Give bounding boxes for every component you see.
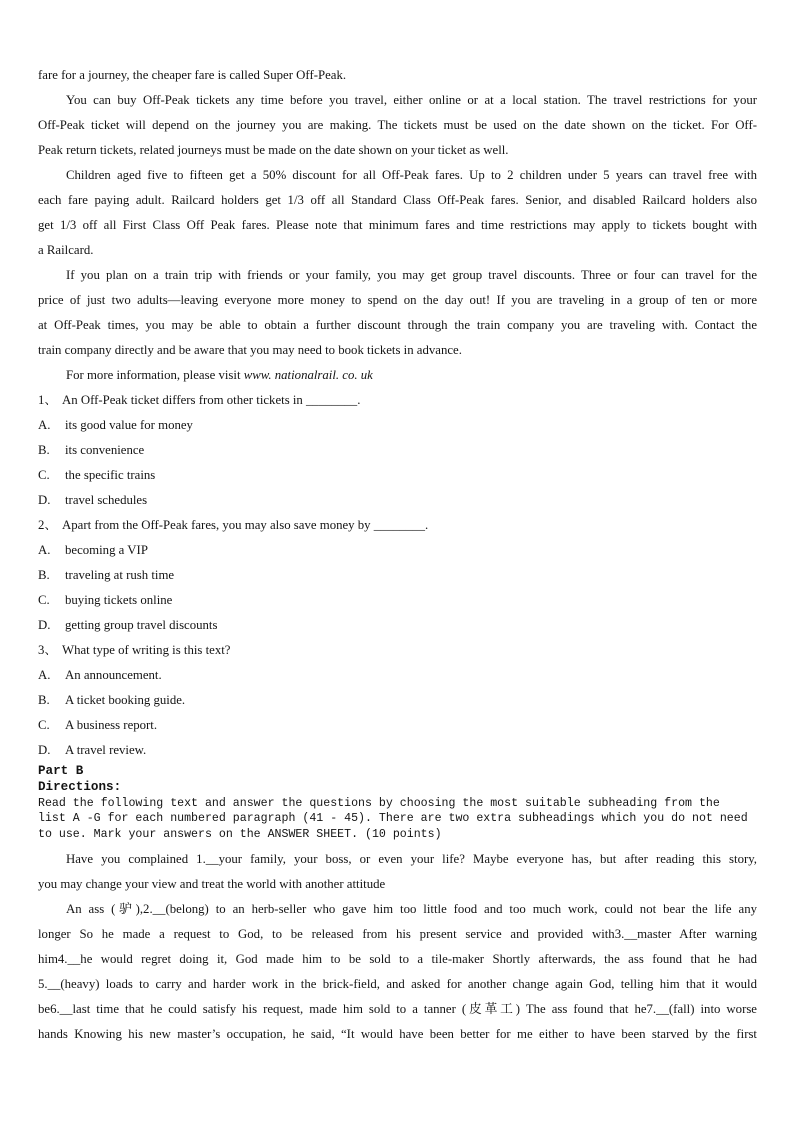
question-number: 3、: [38, 643, 58, 657]
text-line: price of just two adults—leaving everyone more money to spend on the day out! If you are traveling in a group of ten or more: [38, 293, 757, 307]
option-label: C.: [38, 718, 50, 732]
option-label: A.: [38, 543, 51, 557]
text-line: If you plan on a train trip with friends or your family, you may get group travel discounts. Three or four can travel for the: [66, 268, 757, 282]
directions-line: to use. Mark your answers on the ANSWER SHEET. (10 points): [38, 828, 442, 842]
option-text: its good value for money: [65, 418, 193, 432]
question-text: Apart from the Off-Peak fares, you may also save money by ________.: [62, 518, 429, 532]
question-1: [38, 388, 757, 513]
option-d: [38, 488, 757, 513]
questions-section: [38, 388, 757, 763]
text-line: fare for a journey, the cheaper fare is called Super Off-Peak.: [38, 68, 347, 82]
directions-label: Directions:: [38, 779, 122, 794]
option-label: D.: [38, 493, 51, 507]
text-line: Have you complained 1.__your family, your boss, or even your life? Maybe everyone has, but after reading this story,: [66, 851, 757, 866]
text-line: him4.__he would regret doing it, God made him to be sold to a tile-maker Shortly afterwards, the ass found that he had: [38, 951, 757, 966]
option-a: [38, 538, 757, 563]
option-text: A travel review.: [65, 743, 147, 757]
option-label: C.: [38, 593, 50, 607]
option-text: its convenience: [65, 443, 145, 457]
text-line: at Off-Peak times, you may be able to obtain a further discount through the train company you are traveling with. Contact the: [38, 318, 757, 332]
option-text: getting group travel discounts: [65, 618, 218, 632]
text-line: 5.__(heavy) loads to carry and harder work in the brick-field, and asked for another change again God, telling him that it would: [38, 976, 757, 991]
option-label: C.: [38, 468, 50, 482]
question-2: [38, 513, 757, 638]
option-text: An announcement.: [65, 668, 162, 682]
text-line: train company directly and be aware that you may need to book tickets in advance.: [38, 343, 462, 357]
directions-line: list A -G for each numbered paragraph (41 - 45). There are two extra subheadings which you do not need: [38, 812, 748, 826]
text-line: longer So he made a request to God, to be released from his present service and provided with3.__master After warning: [38, 926, 757, 941]
directions-line: Read the following text and answer the questions by choosing the most suitable subheading from the: [38, 796, 720, 810]
part-b-section: [38, 764, 757, 843]
option-d: [38, 738, 757, 763]
option-d: [38, 613, 757, 638]
option-text: A ticket booking guide.: [65, 693, 186, 707]
option-b: [38, 563, 757, 588]
text-line: An ass (驴),2.__(belong) to an herb-seller who gave him too little food and too much work, could not bear the life any: [66, 901, 757, 916]
text-line: get 1/3 off all First Class Off Peak fares. Please note that minimum fares and time restrictions may apply to tickets bought with: [38, 218, 757, 232]
text-line: Children aged five to fifteen get a 50% discount for all Off-Peak fares. Up to 2 children under 5 years can travel free with: [66, 168, 757, 182]
option-a: [38, 663, 757, 688]
option-label: D.: [38, 743, 51, 757]
website-url: www. nationalrail. co. uk: [243, 368, 373, 382]
question-stem: [38, 388, 757, 413]
option-c: [38, 463, 757, 488]
option-b: [38, 688, 757, 713]
text-line: [38, 363, 757, 388]
question-number: 2、: [38, 518, 58, 532]
option-text: the specific trains: [65, 468, 156, 482]
option-label: A.: [38, 668, 51, 682]
option-label: A.: [38, 418, 51, 432]
option-c: [38, 588, 757, 613]
option-text: becoming a VIP: [65, 543, 148, 557]
more-info-text: For more information, please visit: [66, 368, 244, 382]
part-b-heading: Part B: [38, 764, 84, 778]
option-text: A business report.: [65, 718, 158, 732]
question-text: What type of writing is this text?: [62, 643, 231, 657]
text-line: You can buy Off-Peak tickets any time before you travel, either online or at a local station. The travel restrictions for your: [66, 93, 757, 107]
text-line: be6.__last time that he could satisfy his request, made him sold to a tanner (皮革工) The ass found that he7.__(fall) into worse: [38, 1001, 757, 1016]
question-stem: [38, 638, 757, 663]
text-line: Off-Peak ticket will depend on the journey you are making. The tickets must be used on the date shown on the ticket. For Off-: [38, 118, 757, 132]
option-label: D.: [38, 618, 51, 632]
text-line: hands Knowing his new master’s occupation, he said, “It would have been better for me either to have been starved by the first: [38, 1026, 757, 1041]
text-line: you may change your view and treat the world with another attitude: [38, 876, 386, 891]
question-stem: [38, 513, 757, 538]
option-text: travel schedules: [65, 493, 148, 507]
option-text: buying tickets online: [65, 593, 173, 607]
option-b: [38, 438, 757, 463]
question-number: 1、: [38, 393, 58, 407]
text-line: a Railcard.: [38, 243, 94, 257]
text-line: Peak return tickets, related journeys must be made on the date shown on your ticket as well.: [38, 143, 509, 157]
option-label: B.: [38, 693, 50, 707]
reading-passage-a: [38, 63, 757, 388]
question-text: An Off-Peak ticket differs from other tickets in ________.: [62, 393, 361, 407]
option-label: B.: [38, 568, 50, 582]
cloze-passage: [38, 847, 757, 1047]
question-3: [38, 638, 757, 763]
option-a: [38, 413, 757, 438]
option-label: B.: [38, 443, 50, 457]
text-line: each fare paying adult. Railcard holders get 1/3 off all Standard Class Off-Peak fares. Senior, and disabled Railcard holders also: [38, 193, 757, 207]
option-text: traveling at rush time: [65, 568, 175, 582]
option-c: [38, 713, 757, 738]
